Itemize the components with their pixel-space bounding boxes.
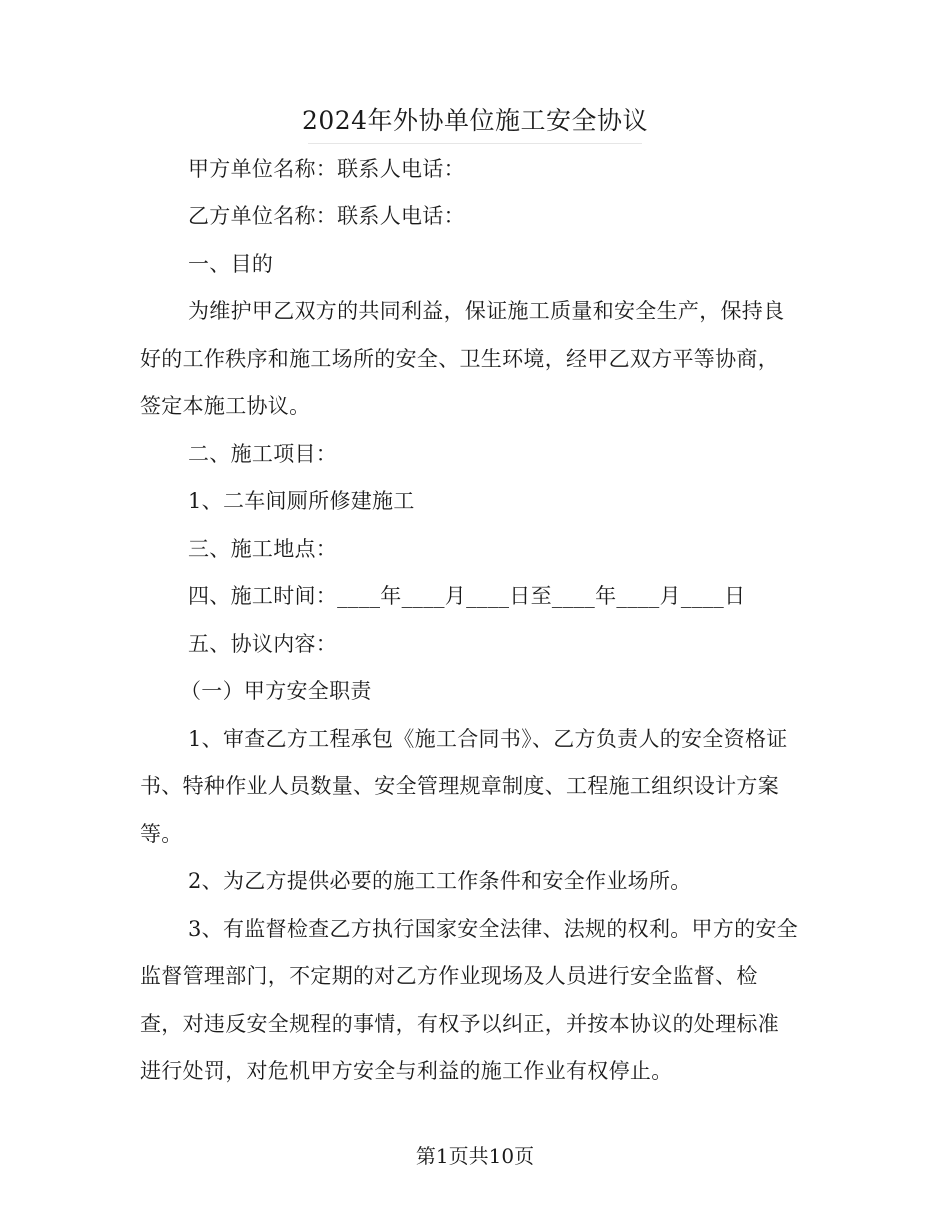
- page-footer: 第1页共10页: [415, 1144, 535, 1168]
- party-a-line: 甲方单位名称：联系人电话：: [188, 157, 465, 181]
- paragraph-line: 书、特种作业人员数量、安全管理规章制度、工程施工组织设计方案: [140, 774, 779, 798]
- section-heading-project: 二、施工项目：: [188, 442, 338, 466]
- title-underline: [308, 143, 642, 144]
- paragraph-line: 签定本施工协议。: [140, 394, 311, 418]
- paragraph-line: 进行处罚，对危机甲方安全与利益的施工作业有权停止。: [140, 1059, 673, 1083]
- party-b-line: 乙方单位名称：联系人电话：: [188, 204, 465, 228]
- paragraph-line: 等。: [140, 822, 183, 846]
- paragraph-line: 2、为乙方提供必要的施工工作条件和安全作业场所。: [188, 869, 692, 893]
- paragraph-line: 好的工作秩序和施工场所的安全、卫生环境，经甲乙双方平等协商，: [140, 347, 779, 371]
- paragraph-line: 1、审查乙方工程承包《施工合同书》、乙方负责人的安全资格证: [188, 727, 788, 751]
- section-heading-content: 五、协议内容：: [188, 632, 338, 656]
- section-heading-time: 四、施工时间：____年____月____日至____年____月____日: [188, 584, 746, 608]
- paragraph-line: 监督管理部门，不定期的对乙方作业现场及人员进行安全监督、检: [140, 964, 758, 988]
- subsection-heading: （一）甲方安全职责: [180, 679, 372, 703]
- paragraph-line: 查，对违反安全规程的事情，有权予以纠正，并按本协议的处理标准: [140, 1012, 779, 1036]
- document-title: 2024年外协单位施工安全协议: [301, 106, 649, 135]
- section-heading-location: 三、施工地点：: [188, 537, 338, 561]
- paragraph-line: 为维护甲乙双方的共同利益，保证施工质量和安全生产，保持良: [188, 299, 785, 323]
- list-item: 1、二车间厕所修建施工: [188, 489, 415, 513]
- paragraph-line: 3、有监督检查乙方执行国家安全法律、法规的权利。甲方的安全: [188, 917, 799, 941]
- section-heading-purpose: 一、目的: [188, 252, 274, 276]
